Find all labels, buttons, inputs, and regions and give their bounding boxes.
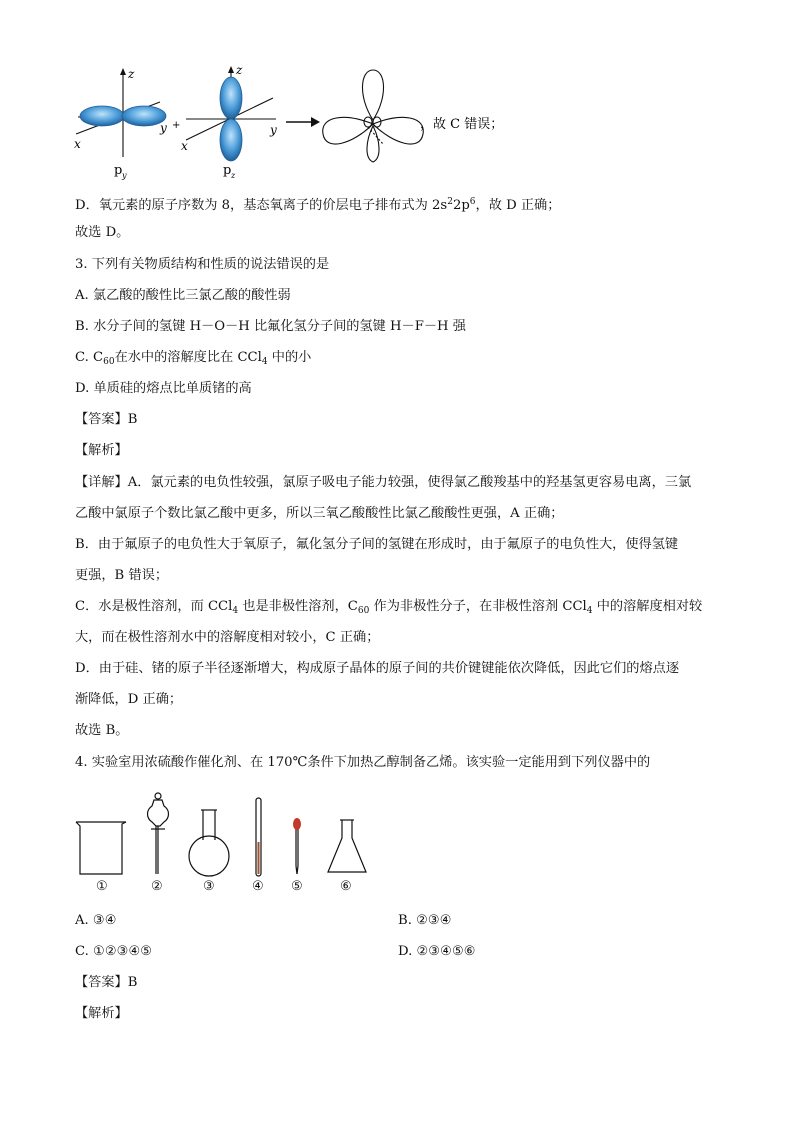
apparatus-label-5: ⑤ [291,879,303,894]
detail-d-line-1: D．由于硅、锗的原子半径逐渐增大，构成原子晶体的原子间的共价键键能依次降低，因此它们的熔点逐 [75,661,680,676]
detail-a-line-2: 乙酸中氯原子个数比氯乙酸中更多，所以三氧乙酸酸性比氯乙酸酸性更强，A 正确； [75,506,564,521]
text: C．水是极性溶剂，而 CCl [75,599,233,614]
apparatus-figure [70,786,380,894]
conical-flask-icon [328,820,366,872]
subscript: 4 [586,606,593,616]
question-3-option-c [75,349,311,371]
line-choose-d: 故选 D。 [75,225,130,240]
question-4-stem: 4. 实验室用浓硫酸作催化剂、在 170℃条件下加热乙醇制备乙烯。该实验一定能用到下列仪器中的 [75,755,651,770]
dropper-icon [296,826,298,874]
py-label: p [114,163,123,178]
subscript: 60 [103,357,115,367]
line-choose-b: 故选 B。 [75,723,129,738]
line-d-previous [75,193,560,215]
question-3-option-d: D. 单质硅的熔点比单质锗的高 [75,381,252,396]
axis-label-x-1: x [74,137,81,151]
analysis-3-heading: 【解析】 [75,443,128,458]
detail-d-line-2: 渐降低，D 正确； [75,692,183,707]
subscript: 4 [261,357,268,367]
round-bottom-flask-icon [189,810,229,876]
pz-orbital-diagram [186,66,276,161]
question-4-option-c: C. ①②③④⑤ [75,944,153,959]
question-4-option-a: A. ③④ [75,913,117,928]
question-4-option-d: D. ②③④⑤⑥ [398,944,476,959]
axis-label-z-2: z [236,63,243,77]
subscript: 4 [232,606,239,616]
axis-label-y-1: y [160,121,167,135]
superscript: 6 [469,197,476,207]
text: 2p [452,198,470,213]
pz-label-sub: z [231,171,236,180]
axis-label-y-2: y [270,123,277,137]
text: 也是非极性溶剂，C [238,599,358,614]
text: D．氧元素的原子序数为 8，基态氧离子的价层电子排布式为 2s [75,198,448,213]
apparatus-label-1: ① [96,879,108,894]
detail-b-line-2: 更强，B 错误； [75,568,169,583]
apparatus-label-3: ③ [203,879,215,894]
detail-c-line-2: 大，而在极性溶剂水中的溶解度相对较小，C 正确； [75,630,380,645]
py-orbital-diagram [76,68,166,157]
axis-label-x-2: x [181,139,188,153]
pz-label: p [223,163,232,178]
superscript: 2 [447,197,453,207]
apparatus-label-6: ⑥ [340,879,352,894]
detail-a-line-1: 【详解】A．氯元素的电负性较强，氯原子吸电子能力较强，使得氯乙酸羧基中的羟基氢更容易电离，三氯 [75,475,692,490]
text: ，故 D 正确； [475,198,561,213]
question-3-option-b: B. 水分子间的氢键 H－O－H 比氟化氢分子间的氢键 H－F－H 强 [75,319,466,334]
apparatus-label-2: ② [151,879,163,894]
axis-label-z-1: z [128,67,135,81]
question-4-option-b: B. ②③④ [398,913,452,928]
beaker-icon [76,822,126,874]
apparatus-label-4: ④ [252,879,264,894]
detail-b-line-1: B．由于氟原子的电负性大于氧原子，氟化氢分子间的氢键在形成时，由于氟原子的电负性大，使得氢键 [75,537,679,552]
transform-arrow [286,117,320,127]
analysis-4-heading: 【解析】 [75,1006,128,1021]
orbital-figure [68,62,508,187]
thermometer-liquid [258,842,260,874]
answer-4: 【答案】B [75,975,138,990]
separatory-funnel-icon [148,793,169,874]
question-3-option-a: A. 氯乙酸的酸性比三氯乙酸的酸性弱 [75,288,291,303]
py-label-sub: y [122,171,127,180]
detail-c-line-1 [75,598,702,620]
figure-tail-text: ，故 C 错误； [420,117,504,132]
subscript: 60 [357,606,370,616]
hybrid-orbital-diagram [323,70,424,162]
question-3-stem: 3. 下列有关物质结构和性质的说法错误的是 [75,257,330,272]
dropper-bulb [293,818,301,830]
text: 作为非极性分子，在非极性溶剂 CCl [369,599,587,614]
text: 在水中的溶解度比在 CCl [114,350,262,365]
answer-3: 【答案】B [75,412,138,427]
text: C. C [75,350,104,365]
plus-sign: + [172,120,181,131]
text: 中的溶解度相对较 [592,599,703,614]
text: 中的小 [267,350,312,365]
